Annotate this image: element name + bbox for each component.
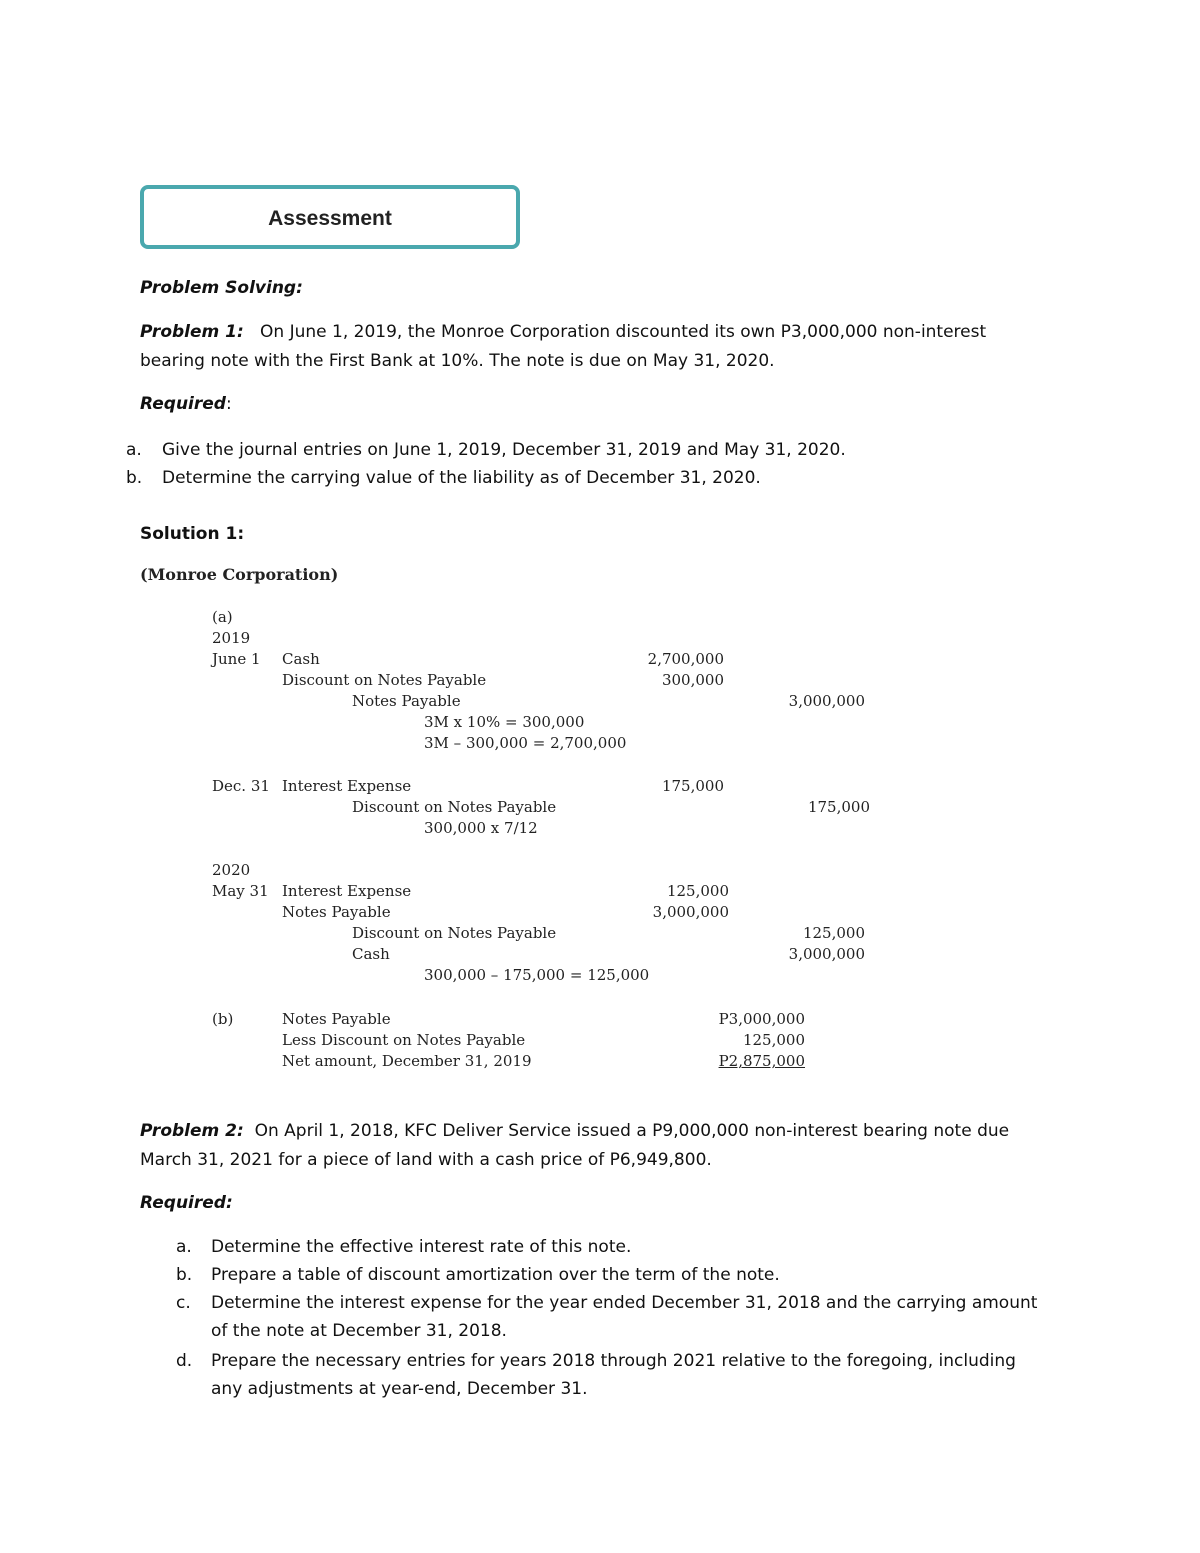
problem1-label: Problem 1: [140, 322, 237, 342]
year-2019: 2019: [212, 629, 251, 647]
problem2-item-text-cont: of the note at December 31, 2018.: [211, 1321, 507, 1341]
b-row-label: Notes Payable: [282, 1010, 391, 1028]
problem2-item-marker: c.: [176, 1293, 191, 1313]
b-row-amount: 125,000: [742, 1031, 805, 1049]
problem1-item-b-text: Determine the carrying value of the liability as of December 31, 2020.: [162, 468, 761, 488]
problem2-text-line2: March 31, 2021 for a piece of land with a cash price of P6,949,800.: [140, 1150, 712, 1170]
june1-cr-amount: 3,000,000: [788, 692, 865, 710]
b-row-label: Net amount, December 31, 2019: [282, 1052, 532, 1070]
may31-dr-account: Interest Expense: [282, 882, 412, 900]
problem2-required: Required:: [140, 1193, 233, 1213]
may31-cr2-account: Cash: [352, 945, 390, 963]
june1-dr-account: Cash: [282, 650, 320, 668]
may31-cr-amount: 125,000: [802, 924, 865, 942]
problem1-text-line1: On June 1, 2019, the Monroe Corporation discounted its own P3,000,000 non-interest: [260, 322, 987, 342]
dec31-cr-amount: 175,000: [807, 798, 870, 816]
june1-date: June 1: [212, 650, 261, 668]
may31-cr2-amount: 3,000,000: [788, 945, 865, 963]
problem2-item-text: Determine the effective interest rate of this note.: [211, 1237, 632, 1257]
may31-cr-account: Discount on Notes Payable: [352, 924, 557, 942]
problem1-required: Required:: [140, 394, 232, 414]
solution1-label: Solution 1:: [140, 524, 245, 544]
b-row-label: Less Discount on Notes Payable: [282, 1031, 526, 1049]
year-2020: 2020: [212, 861, 251, 879]
june1-dr2-account: Discount on Notes Payable: [282, 671, 487, 689]
problem2-item-marker: d.: [176, 1351, 193, 1371]
problem-solving-label: Problem Solving:: [140, 278, 303, 298]
problem2-item-text: Prepare a table of discount amortization over the term of the note.: [211, 1265, 780, 1285]
problem2-item-text: Determine the interest expense for the year ended December 31, 2018 and the carrying amount: [211, 1293, 1038, 1313]
dec31-dr-amount: 175,000: [661, 777, 724, 795]
may31-dr2-account: Notes Payable: [282, 903, 391, 921]
june1-dr2-amount: 300,000: [661, 671, 724, 689]
part-a-label: (a): [212, 608, 233, 626]
problem2-item-text: Prepare the necessary entries for years 2018 through 2021 relative to the foregoing, including: [211, 1351, 1016, 1371]
may31-dr-amount: 125,000: [666, 882, 729, 900]
problem2-label: Problem 2:: [140, 1121, 244, 1141]
june1-calc2: 3M – 300,000 = 2,700,000: [424, 734, 627, 752]
may31-date: May 31: [212, 882, 269, 900]
assessment-header-box: [140, 185, 520, 249]
problem1-item-a-text: Give the journal entries on June 1, 2019, December 31, 2019 and May 31, 2020.: [162, 440, 846, 460]
dec31-cr-account: Discount on Notes Payable: [352, 798, 557, 816]
part-b-label: (b): [212, 1010, 234, 1028]
may31-calc: 300,000 – 175,000 = 125,000: [424, 966, 650, 984]
problem1-item-b: b.: [126, 468, 143, 488]
problem1-text-line2: bearing note with the First Bank at 10%. The note is due on May 31, 2020.: [140, 351, 775, 371]
dec31-dr-account: Interest Expense: [282, 777, 412, 795]
problem1-item-a: a.: [126, 440, 142, 460]
june1-cr-account: Notes Payable: [352, 692, 461, 710]
problem2-text-line1: On April 1, 2018, KFC Deliver Service issued a P9,000,000 non-interest bearing note due: [254, 1121, 1010, 1141]
problem2-item-text-cont: any adjustments at year-end, December 31.: [211, 1379, 588, 1399]
problem2-item-marker: b.: [176, 1265, 193, 1285]
dec31-date: Dec. 31: [212, 777, 270, 795]
problem2-paragraph: [140, 1117, 1040, 1175]
june1-dr-amount: 2,700,000: [647, 650, 724, 668]
dec31-calc: 300,000 x 7/12: [424, 819, 538, 837]
b-row-amount: P2,875,000: [718, 1052, 805, 1070]
problem1-paragraph: Problem 1: On June 1, 2019, the Monroe Corporation discounted its own P3,000,000 non-interest bearing note with the First Bank at 10%. The note is due on May 31, 2020.: [140, 318, 1040, 376]
problem2-item-marker: a.: [176, 1237, 192, 1257]
b-row-amount: P3,000,000: [718, 1010, 805, 1028]
solution1-company: (Monroe Corporation): [140, 565, 339, 584]
june1-calc1: 3M x 10% = 300,000: [424, 713, 585, 731]
may31-dr2-amount: 3,000,000: [652, 903, 729, 921]
assessment-title: Assessment: [268, 207, 392, 230]
